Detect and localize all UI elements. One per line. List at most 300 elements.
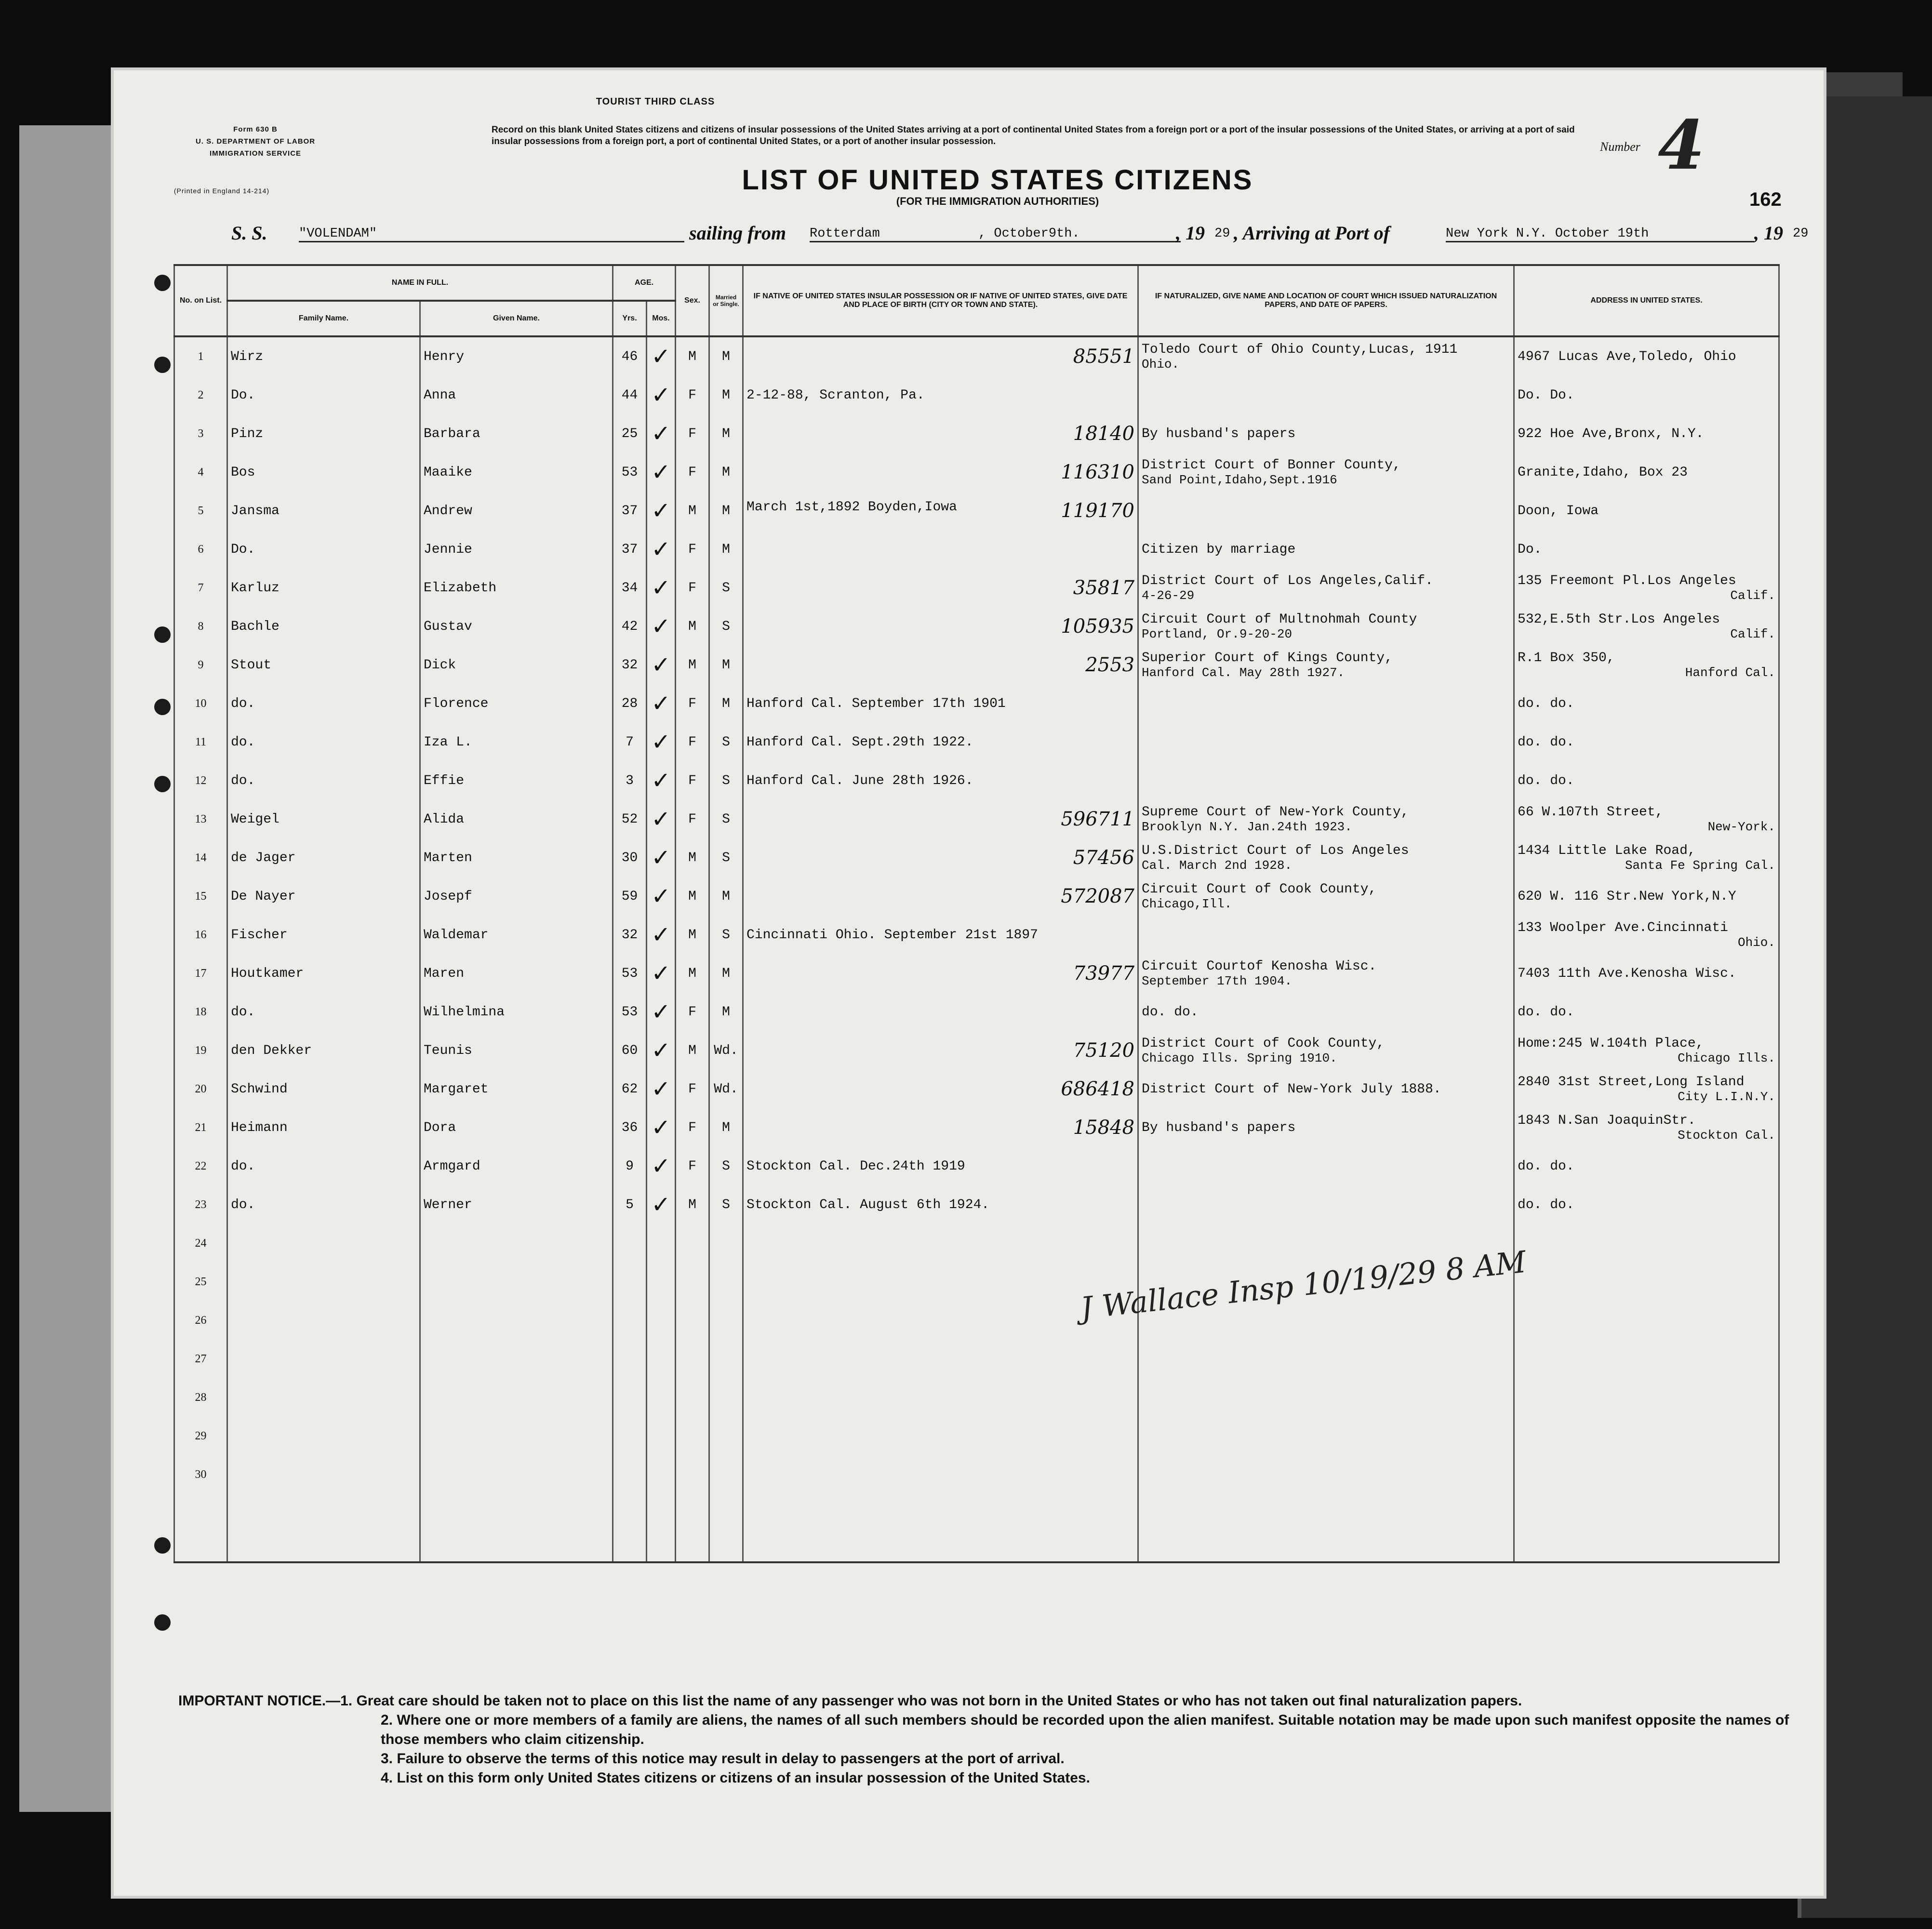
family-name bbox=[227, 1263, 420, 1301]
court-line-1: District Court of Cook County, bbox=[1142, 1036, 1385, 1051]
address-line-2: Stockton Cal. bbox=[1678, 1128, 1776, 1143]
naturalization-info bbox=[1138, 607, 1514, 646]
marital-status: M bbox=[709, 1108, 743, 1147]
court-line-2: Chicago,Ill. bbox=[1142, 896, 1232, 911]
sex: M bbox=[676, 492, 709, 530]
col-address: ADDRESS IN UNITED STATES. bbox=[1514, 265, 1779, 336]
given-name: Alida bbox=[420, 800, 613, 838]
age-months-check: ✓ bbox=[647, 336, 676, 376]
sex bbox=[676, 1455, 709, 1494]
naturalization-info bbox=[1138, 954, 1514, 993]
row-number: 8 bbox=[174, 607, 227, 646]
row-number: 15 bbox=[174, 877, 227, 916]
spacer-cell bbox=[1514, 1494, 1779, 1562]
spacer-cell bbox=[709, 1494, 743, 1562]
inspector-signature: J Wallace Insp 10/19/29 8 AM bbox=[1079, 1244, 1528, 1326]
naturalization-info bbox=[1138, 646, 1514, 684]
age-months-check: ✓ bbox=[647, 916, 676, 954]
court-line-2: 4-26-29 bbox=[1142, 588, 1195, 603]
col-family: Family Name. bbox=[227, 301, 420, 336]
row-number: 24 bbox=[174, 1224, 227, 1263]
court-line-1: Citizen by marriage bbox=[1142, 542, 1296, 557]
address bbox=[1514, 492, 1779, 530]
age-months-check: ✓ bbox=[647, 492, 676, 530]
address bbox=[1514, 1070, 1779, 1108]
row-number: 25 bbox=[174, 1263, 227, 1301]
table-row bbox=[174, 1455, 1779, 1494]
given-name: Henry bbox=[420, 336, 613, 376]
given-name bbox=[420, 1224, 613, 1263]
birth-place-date: Hanford Cal. Sept.29th 1922. bbox=[746, 734, 973, 750]
departure-date: , October9th. bbox=[978, 226, 1181, 242]
address bbox=[1514, 453, 1779, 492]
given-name: Armgard bbox=[420, 1147, 613, 1185]
birth-info bbox=[743, 1224, 1138, 1263]
punch-hole bbox=[154, 1537, 171, 1554]
marital-status bbox=[709, 1378, 743, 1417]
sex bbox=[676, 1378, 709, 1417]
table-row bbox=[174, 492, 1779, 530]
punch-hole bbox=[154, 357, 171, 373]
naturalization-info bbox=[1138, 376, 1514, 414]
age-months-check: ✓ bbox=[647, 1031, 676, 1070]
given-name: Margaret bbox=[420, 1070, 613, 1108]
given-name: Effie bbox=[420, 761, 613, 800]
sex: M bbox=[676, 1185, 709, 1224]
address-line-2: Calif. bbox=[1730, 588, 1776, 603]
naturalization-info bbox=[1138, 336, 1514, 376]
court-line-2: Sand Point,Idaho,Sept.1916 bbox=[1142, 472, 1337, 487]
birth-place-date: Cincinnati Ohio. September 21st 1897 bbox=[746, 927, 1038, 943]
address bbox=[1514, 877, 1779, 916]
marital-status bbox=[709, 1263, 743, 1301]
table-row bbox=[174, 1301, 1779, 1340]
naturalization-info bbox=[1138, 800, 1514, 838]
birth-info bbox=[743, 336, 1138, 376]
age-years: 37 bbox=[613, 530, 647, 569]
spacer-cell bbox=[613, 1494, 647, 1562]
family-name: do. bbox=[227, 723, 420, 761]
sex: F bbox=[676, 530, 709, 569]
row-number: 22 bbox=[174, 1147, 227, 1185]
marital-status: S bbox=[709, 1185, 743, 1224]
certificate-number: 57456 bbox=[1073, 847, 1135, 869]
ss-label: S. S. bbox=[231, 222, 267, 244]
age-months-check: ✓ bbox=[647, 607, 676, 646]
naturalization-info bbox=[1138, 916, 1514, 954]
printed-note: (Printed in England 14-214) bbox=[173, 187, 270, 195]
naturalization-info bbox=[1138, 414, 1514, 453]
court-line-1: District Court of Los Angeles,Calif. bbox=[1142, 573, 1433, 588]
address-line-1: Do. Do. bbox=[1518, 387, 1574, 403]
row-number: 1 bbox=[174, 336, 227, 376]
address bbox=[1514, 761, 1779, 800]
address-line-2: Calif. bbox=[1730, 626, 1776, 641]
age-years bbox=[613, 1340, 647, 1378]
table-row bbox=[174, 376, 1779, 414]
court-line-2: Hanford Cal. May 28th 1927. bbox=[1142, 665, 1345, 680]
court-line-2: September 17th 1904. bbox=[1142, 973, 1292, 988]
birth-info bbox=[743, 414, 1138, 453]
sex: F bbox=[676, 761, 709, 800]
age-years: 59 bbox=[613, 877, 647, 916]
age-months-check bbox=[647, 1378, 676, 1417]
manifest-page bbox=[111, 67, 1826, 1899]
naturalization-info bbox=[1138, 1031, 1514, 1070]
col-given: Given Name. bbox=[420, 301, 613, 336]
table-row bbox=[174, 1224, 1779, 1263]
table-row bbox=[174, 1070, 1779, 1108]
family-name: Stout bbox=[227, 646, 420, 684]
row-number: 21 bbox=[174, 1108, 227, 1147]
family-name: Pinz bbox=[227, 414, 420, 453]
given-name: Maaike bbox=[420, 453, 613, 492]
family-name: Jansma bbox=[227, 492, 420, 530]
address-line-1: do. do. bbox=[1518, 696, 1574, 711]
given-name bbox=[420, 1455, 613, 1494]
row-number: 12 bbox=[174, 761, 227, 800]
naturalization-info bbox=[1138, 1340, 1514, 1378]
table-row bbox=[174, 1378, 1779, 1417]
given-name: Waldemar bbox=[420, 916, 613, 954]
given-name bbox=[420, 1340, 613, 1378]
naturalization-info bbox=[1138, 1147, 1514, 1185]
class-label: TOURIST THIRD CLASS bbox=[596, 96, 715, 107]
given-name: Josepf bbox=[420, 877, 613, 916]
marital-status: S bbox=[709, 1147, 743, 1185]
col-sex: Sex. bbox=[676, 265, 709, 336]
address bbox=[1514, 838, 1779, 877]
table-row bbox=[174, 954, 1779, 993]
row-number: 29 bbox=[174, 1417, 227, 1455]
address-line-1: Granite,Idaho, Box 23 bbox=[1518, 465, 1688, 480]
marital-status bbox=[709, 1455, 743, 1494]
department: U. S. DEPARTMENT OF LABOR bbox=[195, 137, 316, 146]
given-name: Wilhelmina bbox=[420, 993, 613, 1031]
row-number: 26 bbox=[174, 1301, 227, 1340]
address-line-1: do. do. bbox=[1518, 1158, 1574, 1174]
address bbox=[1514, 1455, 1779, 1494]
age-years: 44 bbox=[613, 376, 647, 414]
family-name bbox=[227, 1301, 420, 1340]
birth-info bbox=[743, 1301, 1138, 1340]
given-name: Dick bbox=[420, 646, 613, 684]
age-months-check: ✓ bbox=[647, 376, 676, 414]
col-naturalized: IF NATURALIZED, GIVE NAME AND LOCATION OF COURT WHICH ISSUED NATURALIZATION PAPERS, AND DATE OF PAPERS. bbox=[1138, 265, 1514, 336]
birth-place-date: Hanford Cal. September 17th 1901 bbox=[746, 696, 1006, 711]
address bbox=[1514, 1224, 1779, 1263]
certificate-number: 2553 bbox=[1085, 654, 1135, 676]
notice-item-3: 3. Failure to observe the terms of this notice may result in delay to passengers at the port of arrival. bbox=[381, 1751, 1065, 1767]
page-subtitle: (FOR THE IMMIGRATION AUTHORITIES) bbox=[896, 195, 1099, 207]
age-years: 52 bbox=[613, 800, 647, 838]
address-line-1: 4967 Lucas Ave,Toledo, Ohio bbox=[1518, 349, 1736, 364]
table-row bbox=[174, 1031, 1779, 1070]
table-row bbox=[174, 993, 1779, 1031]
table-row bbox=[174, 453, 1779, 492]
sailing-from-label: sailing from bbox=[689, 222, 786, 244]
family-name: Bachle bbox=[227, 607, 420, 646]
table-row bbox=[174, 1185, 1779, 1224]
family-name bbox=[227, 1455, 420, 1494]
address bbox=[1514, 1301, 1779, 1340]
spacer-cell bbox=[227, 1494, 420, 1562]
sex: M bbox=[676, 646, 709, 684]
age-years: 53 bbox=[613, 954, 647, 993]
address bbox=[1514, 376, 1779, 414]
family-name: de Jager bbox=[227, 838, 420, 877]
naturalization-info bbox=[1138, 530, 1514, 569]
family-name: Do. bbox=[227, 376, 420, 414]
birth-place-date: Hanford Cal. June 28th 1926. bbox=[746, 773, 973, 788]
spacer-cell bbox=[174, 1494, 227, 1562]
family-name: Wirz bbox=[227, 336, 420, 376]
row-number: 9 bbox=[174, 646, 227, 684]
arrival-port-date: New York N.Y. October 19th bbox=[1446, 226, 1754, 242]
birth-info bbox=[743, 530, 1138, 569]
table-row bbox=[174, 1263, 1779, 1301]
marital-status bbox=[709, 1417, 743, 1455]
address-line-1: 135 Freemont Pl.Los Angeles bbox=[1518, 573, 1736, 588]
punch-hole bbox=[154, 776, 171, 792]
row-number: 13 bbox=[174, 800, 227, 838]
naturalization-info bbox=[1138, 877, 1514, 916]
year-prefix: , 19 bbox=[1176, 222, 1205, 244]
age-months-check: ✓ bbox=[647, 414, 676, 453]
court-line-2: Chicago Ills. Spring 1910. bbox=[1142, 1051, 1337, 1065]
given-name: Werner bbox=[420, 1185, 613, 1224]
birth-info bbox=[743, 1455, 1138, 1494]
address-line-1: 620 W. 116 Str.New York,N.Y bbox=[1518, 889, 1736, 904]
address bbox=[1514, 1417, 1779, 1455]
address-line-1: 922 Hoe Ave,Bronx, N.Y. bbox=[1518, 426, 1704, 441]
table-row bbox=[174, 646, 1779, 684]
table-row bbox=[174, 414, 1779, 453]
birth-info bbox=[743, 838, 1138, 877]
birth-info bbox=[743, 1031, 1138, 1070]
birth-info bbox=[743, 569, 1138, 607]
naturalization-info bbox=[1138, 1108, 1514, 1147]
age-months-check bbox=[647, 1224, 676, 1263]
address bbox=[1514, 646, 1779, 684]
marital-status: M bbox=[709, 336, 743, 376]
attached-stub bbox=[19, 125, 116, 1812]
age-years: 42 bbox=[613, 607, 647, 646]
court-line-2: Brooklyn N.Y. Jan.24th 1923. bbox=[1142, 819, 1352, 834]
given-name: Andrew bbox=[420, 492, 613, 530]
age-months-check: ✓ bbox=[647, 1185, 676, 1224]
certificate-number: 35817 bbox=[1073, 577, 1135, 599]
birth-place-date: Stockton Cal. Dec.24th 1919 bbox=[746, 1158, 965, 1174]
naturalization-info bbox=[1138, 1417, 1514, 1455]
address bbox=[1514, 1378, 1779, 1417]
court-line-1: do. do. bbox=[1142, 1004, 1199, 1020]
spacer-cell bbox=[647, 1494, 676, 1562]
naturalization-info bbox=[1138, 453, 1514, 492]
address-line-1: Do. bbox=[1518, 542, 1542, 557]
sex: F bbox=[676, 684, 709, 723]
table-row bbox=[174, 569, 1779, 607]
birth-info bbox=[743, 1185, 1138, 1224]
family-name: do. bbox=[227, 1147, 420, 1185]
marital-status: M bbox=[709, 414, 743, 453]
family-name: Schwind bbox=[227, 1070, 420, 1108]
row-number: 14 bbox=[174, 838, 227, 877]
age-months-check bbox=[647, 1340, 676, 1378]
naturalization-info bbox=[1138, 993, 1514, 1031]
court-line-1: Circuit Courtof Kenosha Wisc. bbox=[1142, 958, 1377, 974]
marital-status: M bbox=[709, 453, 743, 492]
certificate-number: 596711 bbox=[1061, 808, 1135, 830]
notice-item-1: 1. Great care should be taken not to place on this list the name of any passenger who was not born in the United States or who has not taken out final naturalization papers. bbox=[340, 1693, 1522, 1709]
table-row bbox=[174, 877, 1779, 916]
age-years: 53 bbox=[613, 453, 647, 492]
passenger-table bbox=[173, 264, 1780, 1563]
ship-name: "VOLENDAM" bbox=[299, 226, 684, 242]
age-years: 37 bbox=[613, 492, 647, 530]
spacer-cell bbox=[1138, 1494, 1514, 1562]
row-number: 16 bbox=[174, 916, 227, 954]
marital-status bbox=[709, 1340, 743, 1378]
family-name: do. bbox=[227, 1185, 420, 1224]
address-line-2: Chicago Ills. bbox=[1678, 1051, 1776, 1065]
sex bbox=[676, 1417, 709, 1455]
age-months-check: ✓ bbox=[647, 453, 676, 492]
address bbox=[1514, 916, 1779, 954]
row-number: 4 bbox=[174, 453, 227, 492]
age-years bbox=[613, 1301, 647, 1340]
birth-info bbox=[743, 1263, 1138, 1301]
birth-info bbox=[743, 877, 1138, 916]
row-number: 5 bbox=[174, 492, 227, 530]
given-name bbox=[420, 1378, 613, 1417]
punch-hole bbox=[154, 626, 171, 643]
age-years bbox=[613, 1263, 647, 1301]
punch-hole bbox=[154, 1614, 171, 1631]
number-label: Number bbox=[1600, 140, 1640, 154]
given-name: Anna bbox=[420, 376, 613, 414]
page-title: LIST OF UNITED STATES CITIZENS bbox=[742, 164, 1253, 196]
marital-status: M bbox=[709, 646, 743, 684]
age-years: 28 bbox=[613, 684, 647, 723]
col-no: No. on List. bbox=[174, 265, 227, 336]
age-years: 32 bbox=[613, 646, 647, 684]
table-row bbox=[174, 1417, 1779, 1455]
sex: M bbox=[676, 954, 709, 993]
marital-status: Wd. bbox=[709, 1070, 743, 1108]
col-married: Married or Single. bbox=[709, 265, 743, 336]
family-name: do. bbox=[227, 993, 420, 1031]
important-notice bbox=[178, 1691, 1817, 1788]
address-line-1: do. do. bbox=[1518, 734, 1574, 750]
marital-status: M bbox=[709, 492, 743, 530]
age-months-check: ✓ bbox=[647, 723, 676, 761]
court-line-1: Toledo Court of Ohio County,Lucas, 1911 bbox=[1142, 342, 1458, 357]
family-name: Houtkamer bbox=[227, 954, 420, 993]
address bbox=[1514, 800, 1779, 838]
naturalization-info bbox=[1138, 1185, 1514, 1224]
marital-status: S bbox=[709, 569, 743, 607]
address-line-2: Santa Fe Spring Cal. bbox=[1625, 858, 1776, 873]
notice-item-2: 2. Where one or more members of a family are aliens, the names of all such members should be recorded upon the alien manifest. Suitable notation may be made upon such manifest opposite the names of those members who claim citizenship. bbox=[381, 1712, 1789, 1747]
certificate-number: 18140 bbox=[1073, 423, 1135, 445]
row-number: 19 bbox=[174, 1031, 227, 1070]
spacer-cell bbox=[743, 1494, 1138, 1562]
address bbox=[1514, 1147, 1779, 1185]
table-row bbox=[174, 800, 1779, 838]
marital-status bbox=[709, 1224, 743, 1263]
sex: F bbox=[676, 1070, 709, 1108]
family-name: Karluz bbox=[227, 569, 420, 607]
naturalization-info bbox=[1138, 838, 1514, 877]
marital-status: S bbox=[709, 916, 743, 954]
given-name: Marten bbox=[420, 838, 613, 877]
naturalization-info bbox=[1138, 569, 1514, 607]
sex: M bbox=[676, 838, 709, 877]
given-name: Florence bbox=[420, 684, 613, 723]
marital-status: S bbox=[709, 800, 743, 838]
age-months-check: ✓ bbox=[647, 646, 676, 684]
naturalization-info bbox=[1138, 684, 1514, 723]
age-years: 46 bbox=[613, 336, 647, 376]
table-row bbox=[174, 723, 1779, 761]
row-number: 11 bbox=[174, 723, 227, 761]
family-name: Do. bbox=[227, 530, 420, 569]
age-months-check: ✓ bbox=[647, 1147, 676, 1185]
age-years: 53 bbox=[613, 993, 647, 1031]
sex bbox=[676, 1301, 709, 1340]
list-number: 4 bbox=[1658, 106, 1705, 185]
court-line-1: Superior Court of Kings County, bbox=[1142, 650, 1393, 665]
certificate-number: 572087 bbox=[1061, 885, 1135, 907]
address bbox=[1514, 954, 1779, 993]
row-number: 30 bbox=[174, 1455, 227, 1494]
naturalization-info bbox=[1138, 1455, 1514, 1494]
sex: F bbox=[676, 376, 709, 414]
court-line-1: Circuit Court of Multnohmah County bbox=[1142, 612, 1417, 627]
certificate-number: 116310 bbox=[1061, 461, 1135, 483]
row-number: 10 bbox=[174, 684, 227, 723]
birth-info bbox=[743, 916, 1138, 954]
address-line-1: do. do. bbox=[1518, 773, 1574, 788]
marital-status: M bbox=[709, 877, 743, 916]
court-line-1: District Court of New-York July 1888. bbox=[1142, 1081, 1441, 1097]
given-name: Elizabeth bbox=[420, 569, 613, 607]
family-name bbox=[227, 1417, 420, 1455]
departure-year: 29 bbox=[1214, 226, 1230, 241]
age-years: 60 bbox=[613, 1031, 647, 1070]
given-name: Teunis bbox=[420, 1031, 613, 1070]
court-line-1: Circuit Court of Cook County, bbox=[1142, 881, 1377, 897]
given-name bbox=[420, 1301, 613, 1340]
spacer-cell bbox=[420, 1494, 613, 1562]
sex: F bbox=[676, 1147, 709, 1185]
row-number: 3 bbox=[174, 414, 227, 453]
given-name: Barbara bbox=[420, 414, 613, 453]
given-name: Gustav bbox=[420, 607, 613, 646]
address-line-1: do. do. bbox=[1518, 1197, 1574, 1212]
certificate-number: 119170 bbox=[1061, 500, 1135, 522]
marital-status: M bbox=[709, 954, 743, 993]
arrival-year: 29 bbox=[1793, 226, 1809, 241]
sex bbox=[676, 1224, 709, 1263]
address bbox=[1514, 1263, 1779, 1301]
punch-hole bbox=[154, 275, 171, 291]
age-months-check: ✓ bbox=[647, 684, 676, 723]
court-line-1: By husband's papers bbox=[1142, 426, 1296, 441]
naturalization-info bbox=[1138, 1378, 1514, 1417]
header-instructions: Record on this blank United States citizens and citizens of insular possessions of the United States arriving at a port of continental United States from a foreign port or a port of the insular possessions of the United States, or arriving at a port of said insular possessions from a foreign port, a port of continental United States, or a port of another insular possession. bbox=[492, 125, 1575, 146]
